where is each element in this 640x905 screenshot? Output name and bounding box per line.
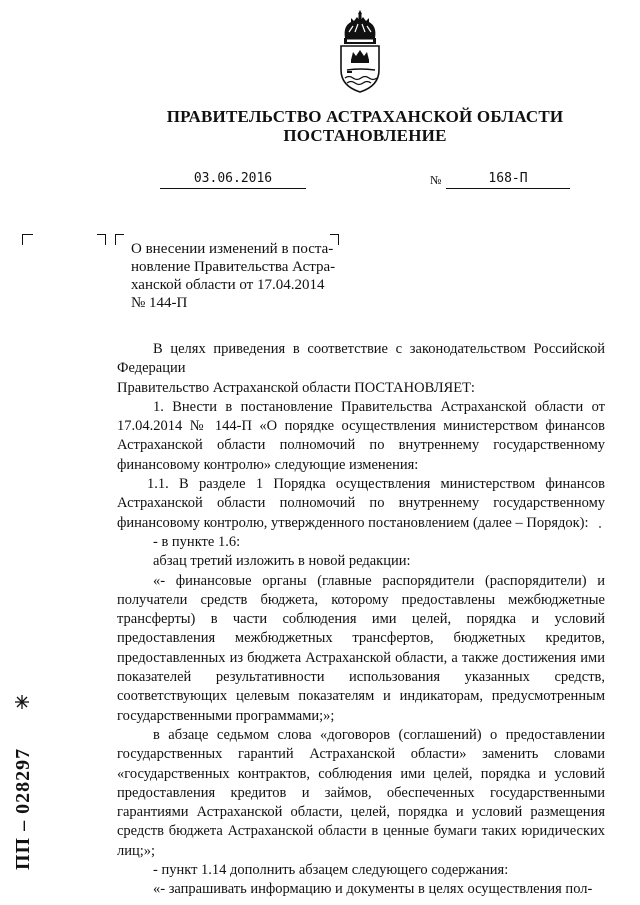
- body-paragraph: В целях приведения в соответствие с законодательством Российской Федерации: [117, 341, 605, 377]
- body-paragraph: 1.1. В разделе 1 Порядка осуществления министерством финансов Астраханской области полномочий по внутреннему государственному финансовому контролю, утвержденного постановлением (далее – Порядок):: [117, 476, 605, 531]
- document-subject: [131, 240, 341, 312]
- subject-line: ханской области от 17.04.2014: [131, 277, 325, 293]
- body-paragraph: «- запрашивать информацию и документы в целях осуществления пол-: [153, 881, 593, 898]
- body-paragraph: Правительство Астраханской области ПОСТАНОВЛЯЕТ:: [117, 379, 475, 396]
- body-paragraph: в абзаце седьмом слова «договоров (соглашений) о предоставлении государственных гарантий Астраханской области» заменить словами «государственных контрактов, соблюдения ими целей, порядка и условий предоставления кредитов и займов, обеспеченных государственными гарантиями Астраханской области, целей, порядка и условий размещения средств бюджета Астраханской области в ценные бумаги таких юридических лиц;»;: [117, 726, 605, 859]
- margin-corner-mark: [22, 234, 33, 245]
- document-body: [117, 340, 605, 900]
- document-number: 168-П: [446, 170, 570, 189]
- registration-number-label: ПП – 028297: [12, 747, 34, 870]
- body-paragraph: абзац третий изложить в новой редакции:: [153, 553, 411, 570]
- subject-corner-mark-left-outer: [97, 234, 106, 245]
- body-paragraph: - пункт 1.14 дополнить абзацем следующего содержания:: [153, 862, 509, 879]
- scan-speck: [599, 526, 601, 528]
- subject-corner-mark-left-inner: [115, 234, 124, 245]
- body-paragraph: 1. Внести в постановление Правительства Астраханской области от 17.04.2014 № 144-П «О порядке осуществления министерством финансов Астраханской области полномочий по внутреннему государственному финансовому контролю» следующие изменения:: [117, 398, 605, 473]
- snowflake-mark-icon: [14, 694, 30, 710]
- document-date: 03.06.2016: [160, 170, 306, 189]
- subject-line: О внесении изменений в поста-: [131, 241, 334, 257]
- coat-of-arms-emblem: [331, 8, 389, 94]
- document-type-title: ПОСТАНОВЛЕНИЕ: [283, 126, 447, 145]
- subject-line: новление Правительства Астра-: [131, 259, 336, 275]
- subject-line: № 144-П: [131, 295, 188, 311]
- government-title: ПРАВИТЕЛЬСТВО АСТРАХАНСКОЙ ОБЛАСТИ: [166, 107, 564, 126]
- number-sign: №: [430, 173, 442, 187]
- body-paragraph: «- финансовые органы (главные распорядители (распорядители) и получатели средств бюджета, которому предоставлены межбюджетные трансферты) в части соблюдения ими целей, порядка и условий предоставления межбюджетных трансфертов, бюджетных кредитов, предоставленных из бюджета Астраханской области, а также достижения ими показателей результативности использования указанных средств, соответствующих целевым показателям и индикаторам, предусмотренным государственными программами;»;: [117, 572, 605, 724]
- body-paragraph: - в пункте 1.6:: [153, 533, 241, 550]
